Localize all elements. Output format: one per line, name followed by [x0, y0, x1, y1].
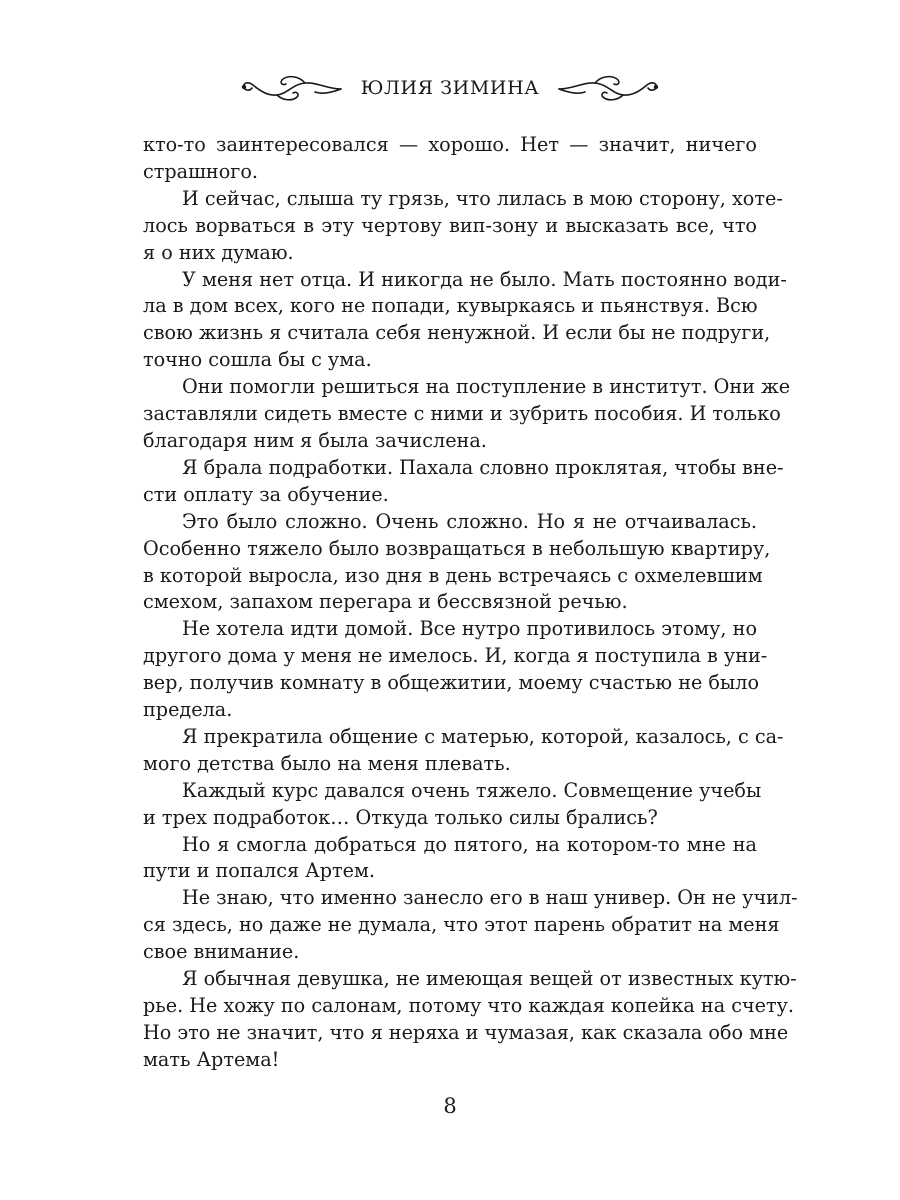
- text-line: И сейчас, слыша ту грязь, что лилась в мою сторону, хоте-: [182, 186, 783, 210]
- text-line: Они помогли решиться на поступление в институт. Они же: [182, 375, 791, 399]
- text-line: Не хотела идти домой. Все нутро противилось этому, но: [182, 617, 757, 641]
- text-line: другого дома у меня не имелось. И, когда я поступила в уни-: [143, 644, 768, 668]
- text-line: мать Артема!: [143, 1047, 280, 1071]
- paragraph: [143, 132, 757, 186]
- text-line: ся здесь, но даже не думала, что этот парень обратит на меня: [143, 913, 780, 937]
- text-line: лось ворваться в эту чертову вип-зону и высказать все, что: [143, 213, 757, 237]
- paragraph: [143, 778, 762, 832]
- text-line: благодаря ним я была зачислена.: [143, 428, 487, 452]
- text-line: Я брала подработки. Пахала словно проклятая, чтобы вне-: [182, 455, 784, 479]
- text-line: и трех подработок… Откуда только силы брались?: [143, 805, 658, 829]
- text-line: Но я смогла добраться до пятого, на котором-то мне на: [182, 832, 757, 856]
- paragraph: [143, 885, 798, 966]
- text-line: заставляли сидеть вместе с ними и зубрить пособия. И только: [143, 402, 781, 426]
- text-line: Я прекратила общение с матерью, которой, казалось, с са-: [182, 724, 784, 748]
- text-line: кто-то заинтересовался — хорошо. Нет — значит, ничего: [143, 133, 757, 156]
- paragraph: [143, 509, 771, 617]
- text-line: сти оплату за обучение.: [143, 482, 389, 506]
- paragraph: [143, 616, 768, 724]
- text-line: свое внимание.: [143, 940, 300, 964]
- text-line: вер, получив комнату в общежитии, моему счастью не было: [143, 671, 759, 695]
- text-line: точно сошла бы с ума.: [143, 348, 372, 372]
- paragraph: [143, 374, 791, 455]
- text-line: в которой выросла, изо дня в день встречаясь с охмелевшим: [143, 563, 763, 587]
- flourish-ornament-icon: [237, 68, 347, 108]
- page-number: 8: [443, 1094, 457, 1118]
- paragraph: [143, 455, 784, 509]
- text-line: предела.: [143, 698, 233, 722]
- text-line: Каждый курс давался очень тяжело. Совмещение учебы: [182, 778, 762, 802]
- author-name: ЮЛИЯ ЗИМИНА: [360, 77, 540, 99]
- text-line: У меня нет отца. И никогда не было. Мать постоянно води-: [182, 267, 787, 291]
- paragraph: [143, 724, 784, 778]
- text-line: Не знаю, что именно занесло его в наш универ. Он не учил-: [182, 886, 798, 910]
- flourish-ornament-icon: [553, 68, 663, 108]
- paragraph: [143, 832, 757, 886]
- paragraph: [143, 267, 787, 375]
- text-line: смехом, запахом перегара и бессвязной речью.: [143, 590, 628, 614]
- paragraph: [143, 186, 783, 267]
- text-line: Я обычная девушка, не имеющая вещей от известных кутю-: [182, 967, 797, 991]
- paragraph: [143, 966, 797, 1074]
- running-head: [0, 68, 900, 108]
- text-line: страшного.: [143, 159, 258, 183]
- text-line: свою жизнь я считала себя ненужной. И если бы не подруги,: [143, 321, 771, 345]
- text-line: Но это не значит, что я неряха и чумазая, как сказала обо мне: [143, 1020, 789, 1044]
- text-line: рье. Не хожу по салонам, потому что каждая копейка на счету.: [143, 994, 795, 1017]
- text-line: Особенно тяжело было возвращаться в небольшую квартиру,: [143, 536, 771, 560]
- text-line: я о них думаю.: [143, 240, 294, 264]
- body-text: [143, 132, 798, 1074]
- text-line: ла в дом всех, кого не попади, кувыркаясь и пьянствуя. Всю: [143, 294, 758, 318]
- text-line: пути и попался Артем.: [143, 859, 375, 883]
- text-line: мого детства было на меня плевать.: [143, 751, 511, 775]
- text-line: Это было сложно. Очень сложно. Но я не отчаивалась.: [182, 509, 757, 533]
